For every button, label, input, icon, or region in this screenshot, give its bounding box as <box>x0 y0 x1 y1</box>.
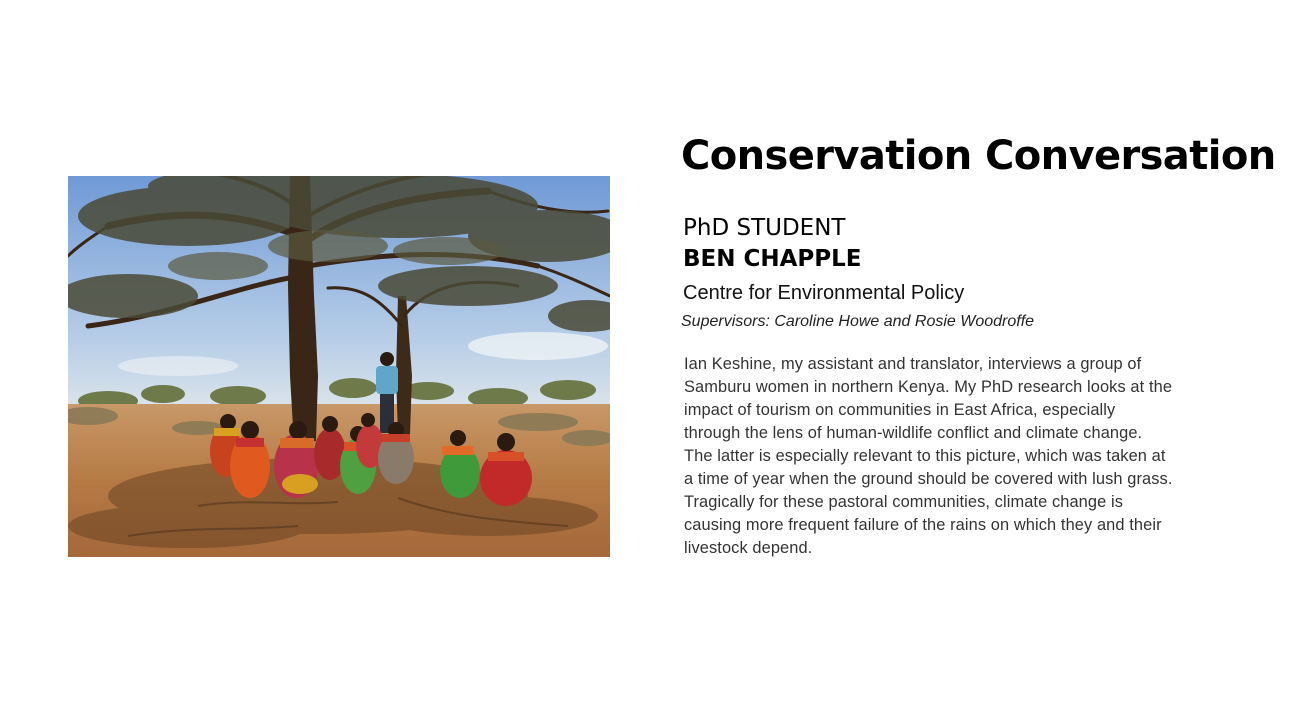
page-title: Conservation Conversation <box>681 133 1276 179</box>
cloud <box>468 332 608 360</box>
student-role: PhD STUDENT <box>683 215 846 241</box>
student-name: BEN CHAPPLE <box>683 246 862 272</box>
photo-caption: Ian Keshine, my assistant and translator, interviews a group of Samburu women in northern Kenya. My PhD research looks at the impact of tourism on communities in East Africa, especially through the lens of human-wildlife conflict and climate change. The latter is especially relevant to this picture, which was taken at a time of year when the ground should be covered with lush grass. Tragically for these pastoral communities, climate change is causing more frequent failure of the rains on which they and their livestock depend. <box>684 355 1173 557</box>
cloud <box>118 356 238 376</box>
photo-illustration <box>68 176 610 557</box>
photo-samburu-women-under-tree <box>68 176 610 557</box>
supervisors-line: Supervisors: Caroline Howe and Rosie Woodroffe <box>681 313 1035 330</box>
department-name: Centre for Environmental Policy <box>683 282 965 304</box>
